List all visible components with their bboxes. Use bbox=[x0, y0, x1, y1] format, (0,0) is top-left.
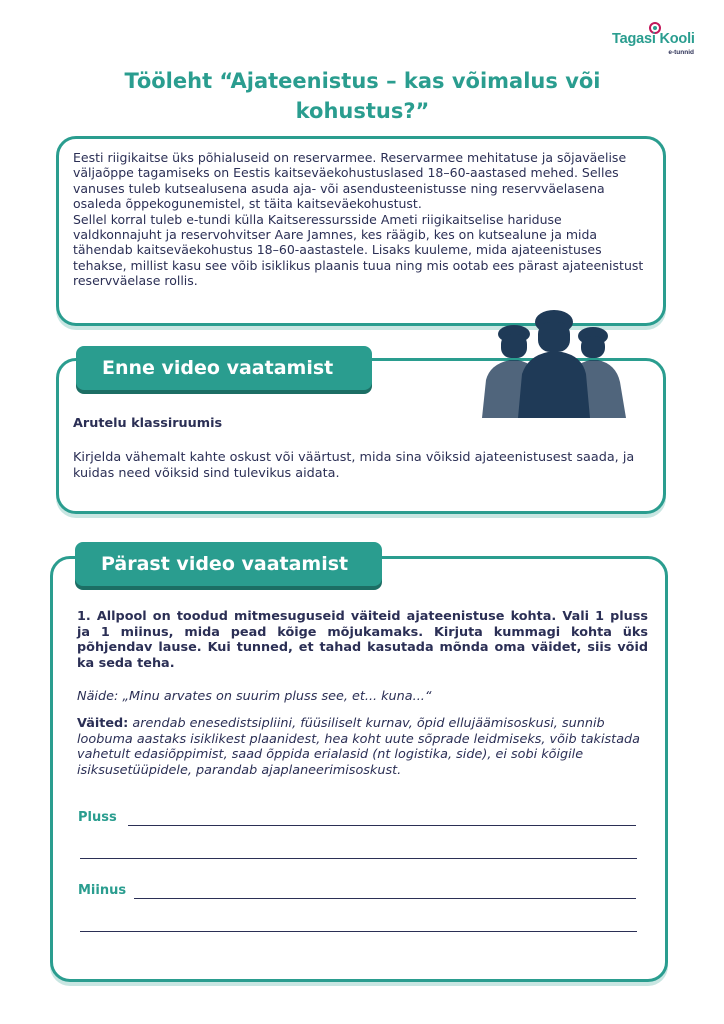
logo bbox=[612, 22, 696, 62]
example-text: Näide: „Minu arvates on suurim pluss see, et... kuna...“ bbox=[77, 689, 432, 704]
claims-list: arendab enesedistsipliini, füüsiliselt kurnav, õpid ellujäämisoskusi, sunnib loobuma aastaks isiklikest plaanidest, hea koht uute sõprade leidmiseks, võib takistada vahetult edasiõppimist, saad õppida erialasid (nt logistika, side), ei sobi kõigile isiksusetüüpidele, parandab ajaplaneerimisoskust. bbox=[77, 716, 641, 778]
task-text: 1. Allpool on toodud mitmesuguseid väiteid ajateenistuse kohta. Vali 1 pluss ja 1 miinus, mida pead kõige mõjukamaks. Kirjuta kummagi kohta üks põhjendav lause. Kui tunned, et tahad kasutada mõnda oma väidet, siis võid ka seda teha. bbox=[77, 609, 648, 671]
soldiers-silhouette-icon bbox=[480, 300, 628, 418]
intro-paragraph-1: Eesti riigikaitse üks põhialuseid on reservarmee. Reservarmee mehitatuse ja sõjaväelise väljaõppe tagamiseks on Eestis kaitseväekohustuslased 18–60-aastased mehed. Selles vanuses tuleb kutsealusena asuda aja- või asendusteenistusse ning reservväelasena osaleda õppekogunemistel, st täita kaitseväekohustust. bbox=[73, 150, 627, 212]
plus-label: Pluss bbox=[78, 810, 117, 825]
before-video-heading: Enne video vaatamist bbox=[76, 346, 372, 390]
intro-paragraph-2: Sellel korral tuleb e-tundi külla Kaitseressursside Ameti riigikaitselise hariduse valdkonnajuht ja reservohvitser Aare Jamnes, kes räägib, kes on kutsealune ja mida tähendab kaitseväekohustus 18–60-aastastele. Lisaks kuuleme, mida ajateenistuses tehakse, millist kasu see võib isiklikus plaanis tuua ning mis ootab ees pärast ajateenistust reservväelase rollis. bbox=[73, 211, 644, 289]
logo-name: Tagasi Kooli bbox=[612, 31, 695, 47]
after-video-heading: Pärast video vaatamist bbox=[75, 542, 382, 586]
minus-answer-line-1[interactable] bbox=[134, 898, 636, 899]
minus-answer-line-2[interactable] bbox=[80, 931, 637, 932]
claims-label: Väited: bbox=[77, 716, 129, 731]
intro-text bbox=[73, 150, 648, 289]
page-title: Tööleht “Ajateenistus – kas võimalus või kohustus?” bbox=[124, 69, 601, 123]
discussion-subheading: Arutelu klassiruumis bbox=[73, 416, 223, 431]
minus-label: Miinus bbox=[78, 883, 127, 898]
discussion-text: Kirjelda vähemalt kahte oskust või väärtust, mida sina võiksid ajateenistusest saada, ja kuidas need võiksid sind tulevikus aidata. bbox=[73, 450, 635, 481]
plus-answer-line-1[interactable] bbox=[128, 825, 636, 826]
plus-answer-line-2[interactable] bbox=[80, 858, 637, 859]
logo-subtitle: e-tunnid bbox=[668, 49, 694, 56]
claims-text bbox=[77, 716, 648, 778]
